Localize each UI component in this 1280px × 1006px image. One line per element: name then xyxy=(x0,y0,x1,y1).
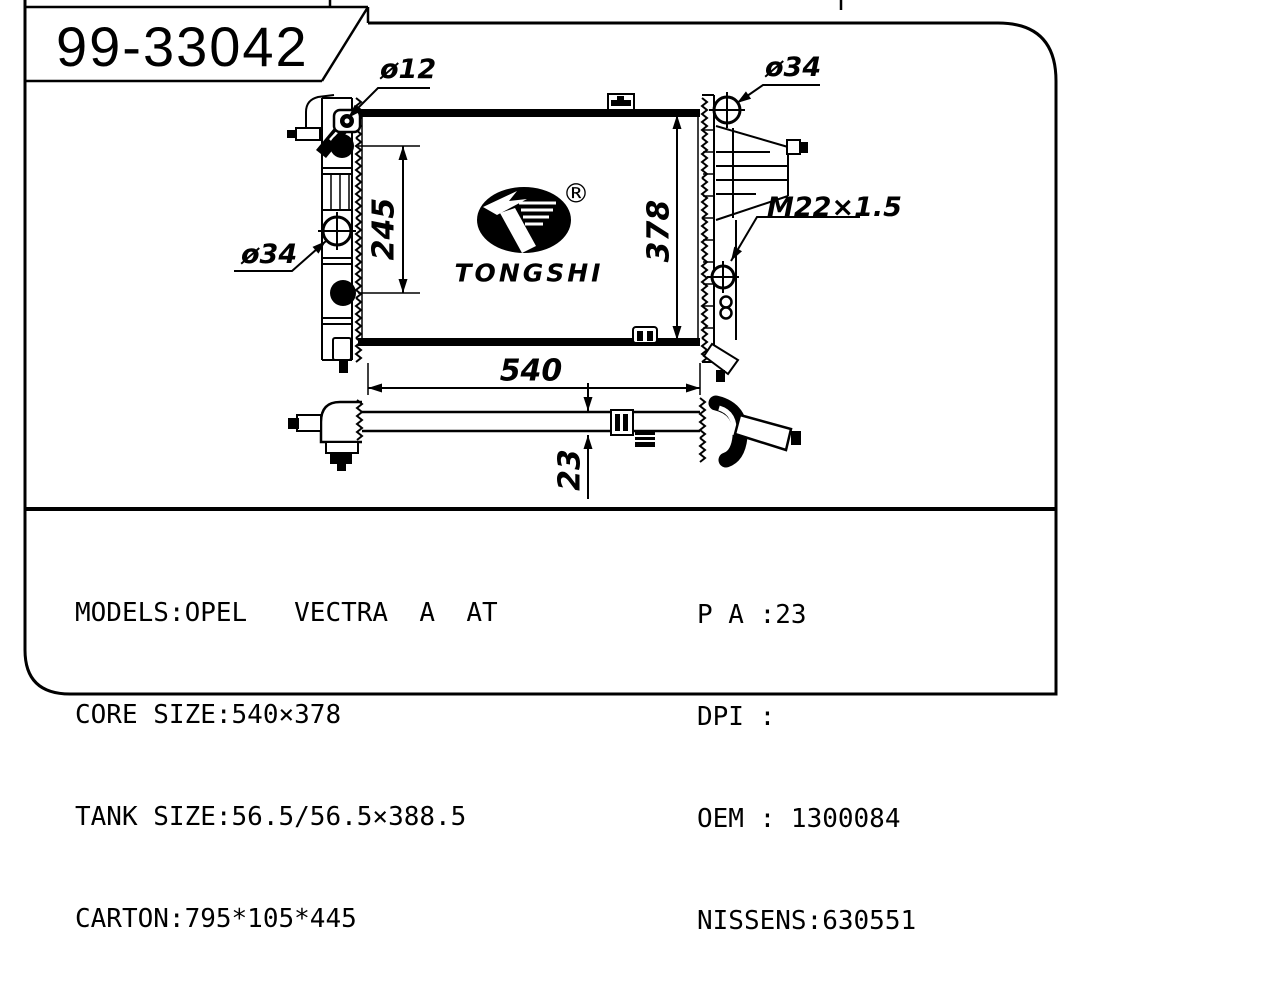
label-dim-23: 23 xyxy=(552,449,588,491)
label-phi34-left: ø34 xyxy=(241,239,298,270)
brand-name: TONGSHI xyxy=(454,258,604,288)
spec-dpi: DPI : xyxy=(697,702,776,732)
leader-phi34-top xyxy=(737,85,820,103)
spec-tank-size: TANK SIZE:56.5/56.5×388.5 xyxy=(75,802,467,832)
m22-port-icon xyxy=(707,261,739,293)
side-right-outlet xyxy=(700,398,801,462)
spec-core-size: CORE SIZE:540×378 xyxy=(75,700,342,730)
side-left-elbow xyxy=(288,400,362,471)
label-phi34-top: ø34 xyxy=(765,52,822,83)
top-mount-clamp xyxy=(608,94,634,110)
top-bracket xyxy=(306,95,334,132)
spec-models: MODELS:OPEL VECTRA A AT xyxy=(75,598,498,628)
label-dim-540: 540 xyxy=(499,353,563,389)
label-thread-m22: M22×1.5 xyxy=(767,192,902,223)
specs-left xyxy=(75,528,498,1004)
side-clamp-b xyxy=(635,431,655,447)
label-dim-378: 378 xyxy=(641,199,677,263)
spec-pa: P A :23 xyxy=(697,600,807,630)
bottom-mount-clamp xyxy=(633,327,657,343)
drain-plug xyxy=(333,338,351,373)
label-dim-245: 245 xyxy=(366,197,402,261)
leader-m22 xyxy=(731,217,860,261)
tongshi-logo-icon xyxy=(477,187,571,253)
registered-mark: ® xyxy=(562,178,590,210)
left-tank xyxy=(287,95,361,373)
part-number: 99-33042 xyxy=(56,15,309,78)
mount-grommet xyxy=(334,110,360,132)
specs-right xyxy=(697,530,916,1006)
spec-carton: CARTON:795*105*445 xyxy=(75,904,357,934)
side-clamp-a xyxy=(611,410,633,435)
spec-oem: OEM : 1300084 xyxy=(697,804,901,834)
right-tank xyxy=(702,92,808,382)
mount-hole-lower xyxy=(330,280,356,306)
mount-hole-upper xyxy=(330,134,354,158)
spec-nissens: NISSENS:630551 xyxy=(697,906,917,936)
label-phi12: ø12 xyxy=(380,54,437,85)
radiator-side-view xyxy=(288,398,801,471)
inlet-spout xyxy=(296,128,320,140)
